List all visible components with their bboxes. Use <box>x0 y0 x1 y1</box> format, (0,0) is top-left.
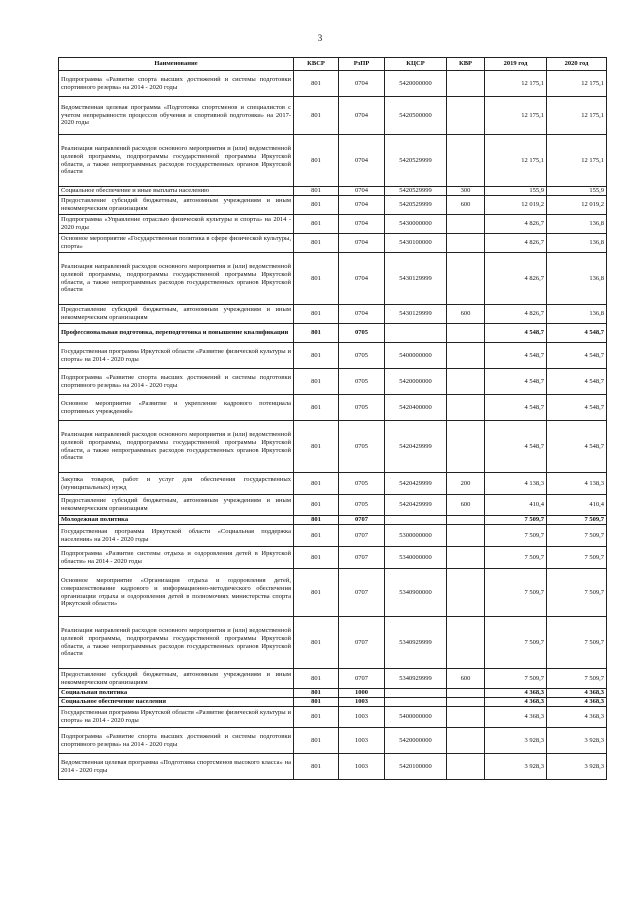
cell-2019: 12 175,1 <box>485 135 547 187</box>
table-row <box>59 495 607 516</box>
cell-kvr <box>447 395 485 421</box>
column-header-kvr: КВР <box>447 58 485 71</box>
cell-name: Реализация направлений расходов основного мероприятия и (или) ведомственной целевой программы, подпрограммы государственной программы Иркутской области, а также непрограммных расходов государственных органов Иркутской области <box>59 135 294 187</box>
cell-2019: 7 509,7 <box>485 525 547 547</box>
cell-kcsr: 5420529999 <box>385 196 447 215</box>
cell-kcsr: 5300000000 <box>385 525 447 547</box>
cell-2019: 4 826,7 <box>485 234 547 253</box>
column-header-2019: 2019 год <box>485 58 547 71</box>
cell-name: Подпрограмма «Развитие спорта высших достижений и системы подготовки спортивного резерва» на 2014 - 2020 годы <box>59 369 294 395</box>
cell-rzpr: 0705 <box>339 421 385 473</box>
cell-2019: 4 548,7 <box>485 343 547 369</box>
table-row <box>59 324 607 343</box>
cell-kvsr: 801 <box>294 324 339 343</box>
cell-name: Реализация направлений расходов основного мероприятия и (или) ведомственной целевой программы, подпрограммы государственной программы Иркутской области, а также непрограммных расходов государственных органов Иркутской области <box>59 617 294 669</box>
cell-kcsr: 5420429999 <box>385 421 447 473</box>
cell-rzpr: 0705 <box>339 343 385 369</box>
cell-rzpr: 0707 <box>339 516 385 525</box>
table-row <box>59 305 607 324</box>
cell-kcsr: 5340929999 <box>385 669 447 689</box>
cell-kcsr: 5340900000 <box>385 569 447 617</box>
cell-kvsr: 801 <box>294 516 339 525</box>
cell-kvr: 200 <box>447 473 485 495</box>
cell-name: Подпрограмма «Развитие системы отдыха и оздоровления детей в Иркутской области» на 2014 - 2020 годы <box>59 547 294 569</box>
cell-kvsr: 801 <box>294 343 339 369</box>
cell-name: Предоставление субсидий бюджетным, автономным учреждениям и иным некоммерческим организациям <box>59 196 294 215</box>
cell-rzpr: 0705 <box>339 473 385 495</box>
table-row <box>59 473 607 495</box>
cell-rzpr: 0705 <box>339 369 385 395</box>
cell-2020: 7 509,7 <box>547 525 607 547</box>
cell-kvsr: 801 <box>294 196 339 215</box>
cell-2020: 4 368,3 <box>547 707 607 728</box>
column-header-kcsr: КЦСР <box>385 58 447 71</box>
column-header-2020: 2020 год <box>547 58 607 71</box>
cell-name: Подпрограмма «Управление отраслью физической культуры и спорта» на 2014 - 2020 годы <box>59 215 294 234</box>
cell-2019: 4 548,7 <box>485 395 547 421</box>
cell-kvsr: 801 <box>294 305 339 324</box>
cell-2020: 4 548,7 <box>547 369 607 395</box>
cell-2019: 4 826,7 <box>485 305 547 324</box>
cell-kvr <box>447 569 485 617</box>
column-header-name: Наименование <box>59 58 294 71</box>
table-row <box>59 215 607 234</box>
cell-kcsr: 5420400000 <box>385 395 447 421</box>
table-row <box>59 187 607 196</box>
cell-rzpr: 0704 <box>339 196 385 215</box>
cell-name: Социальное обеспечение населения <box>59 698 294 707</box>
cell-2020: 136,8 <box>547 253 607 305</box>
cell-2020: 4 138,3 <box>547 473 607 495</box>
cell-kvr <box>447 421 485 473</box>
table-row <box>59 343 607 369</box>
cell-2019: 12 019,2 <box>485 196 547 215</box>
cell-2020: 136,8 <box>547 215 607 234</box>
cell-kvsr: 801 <box>294 698 339 707</box>
cell-kvsr: 801 <box>294 495 339 516</box>
cell-2019: 7 509,7 <box>485 569 547 617</box>
cell-kvr <box>447 707 485 728</box>
table-row <box>59 516 607 525</box>
table-row <box>59 569 607 617</box>
table-row <box>59 728 607 754</box>
cell-kvr <box>447 728 485 754</box>
cell-kcsr: 5420529999 <box>385 135 447 187</box>
cell-2019: 7 509,7 <box>485 669 547 689</box>
table-row <box>59 669 607 689</box>
cell-rzpr: 1003 <box>339 754 385 780</box>
cell-kvsr: 801 <box>294 689 339 698</box>
cell-kcsr: 5400000000 <box>385 343 447 369</box>
cell-kvr <box>447 698 485 707</box>
cell-kvr: 600 <box>447 305 485 324</box>
cell-kcsr: 5420000000 <box>385 728 447 754</box>
table-row <box>59 525 607 547</box>
cell-kvsr: 801 <box>294 234 339 253</box>
cell-2019: 4 826,7 <box>485 253 547 305</box>
table-row <box>59 707 607 728</box>
cell-2019: 4 138,3 <box>485 473 547 495</box>
cell-2020: 7 509,7 <box>547 516 607 525</box>
cell-2020: 136,8 <box>547 234 607 253</box>
cell-name: Профессиональная подготовка, переподготовка и повышение квалификации <box>59 324 294 343</box>
cell-kvr <box>447 525 485 547</box>
cell-kcsr <box>385 698 447 707</box>
cell-2019: 4 368,3 <box>485 698 547 707</box>
cell-2020: 7 509,7 <box>547 569 607 617</box>
cell-2019: 410,4 <box>485 495 547 516</box>
cell-2019: 4 548,7 <box>485 324 547 343</box>
table-row <box>59 689 607 698</box>
cell-2019: 12 175,1 <box>485 97 547 135</box>
cell-kvsr: 801 <box>294 253 339 305</box>
cell-kcsr: 5420429999 <box>385 473 447 495</box>
cell-name: Молодежная политика <box>59 516 294 525</box>
cell-kvr: 600 <box>447 495 485 516</box>
cell-kcsr: 5430000000 <box>385 215 447 234</box>
cell-kcsr: 5420529999 <box>385 187 447 196</box>
table-row <box>59 421 607 473</box>
cell-2020: 136,8 <box>547 305 607 324</box>
cell-kvr: 300 <box>447 187 485 196</box>
cell-kcsr: 5430129999 <box>385 253 447 305</box>
cell-2020: 4 548,7 <box>547 421 607 473</box>
cell-name: Социальное обеспечение и иные выплаты населению <box>59 187 294 196</box>
cell-kvsr: 801 <box>294 525 339 547</box>
cell-name: Государственная программа Иркутской области «Развитие физической культуры и спорта» на 2014 - 2020 годы <box>59 343 294 369</box>
cell-kvr <box>447 516 485 525</box>
cell-2019: 7 509,7 <box>485 547 547 569</box>
cell-rzpr: 0707 <box>339 569 385 617</box>
cell-rzpr: 1003 <box>339 698 385 707</box>
cell-kvr <box>447 689 485 698</box>
cell-kvr <box>447 324 485 343</box>
cell-2019: 3 928,3 <box>485 754 547 780</box>
cell-kcsr: 5400000000 <box>385 707 447 728</box>
cell-2019: 4 548,7 <box>485 369 547 395</box>
cell-rzpr: 0704 <box>339 187 385 196</box>
cell-kvr <box>447 234 485 253</box>
cell-rzpr: 0707 <box>339 525 385 547</box>
cell-rzpr: 0707 <box>339 547 385 569</box>
cell-kvsr: 801 <box>294 569 339 617</box>
budget-table <box>58 57 607 780</box>
cell-2020: 12 175,1 <box>547 135 607 187</box>
cell-name: Основное мероприятие «Организация отдыха и оздоровления детей, совершенствование кадрового и информационно-методического обеспечения организации отдыха и оздоровления детей в полномочиях министерства спорта Иркутской области» <box>59 569 294 617</box>
cell-2020: 4 548,7 <box>547 343 607 369</box>
cell-kvr <box>447 617 485 669</box>
table-row <box>59 369 607 395</box>
cell-kvsr: 801 <box>294 754 339 780</box>
cell-rzpr: 1003 <box>339 728 385 754</box>
cell-name: Основное мероприятие «Развитие и укрепление кадрового потенциала спортивных учреждений» <box>59 395 294 421</box>
cell-2020: 4 368,3 <box>547 689 607 698</box>
cell-2019: 3 928,3 <box>485 728 547 754</box>
cell-2020: 410,4 <box>547 495 607 516</box>
cell-2019: 4 826,7 <box>485 215 547 234</box>
cell-kcsr: 5430100000 <box>385 234 447 253</box>
cell-name: Предоставление субсидий бюджетным, автономным учреждениям и иным некоммерческим организациям <box>59 305 294 324</box>
cell-kvr <box>447 369 485 395</box>
cell-kvsr: 801 <box>294 421 339 473</box>
cell-2020: 3 928,3 <box>547 754 607 780</box>
cell-2020: 12 175,1 <box>547 71 607 97</box>
table-row <box>59 234 607 253</box>
cell-rzpr: 0704 <box>339 253 385 305</box>
cell-name: Социальная политика <box>59 689 294 698</box>
cell-rzpr: 0704 <box>339 215 385 234</box>
cell-kvsr: 801 <box>294 71 339 97</box>
cell-rzpr: 0704 <box>339 305 385 324</box>
cell-2020: 155,9 <box>547 187 607 196</box>
cell-2019: 7 509,7 <box>485 516 547 525</box>
cell-rzpr: 0705 <box>339 495 385 516</box>
cell-rzpr: 0707 <box>339 669 385 689</box>
cell-kcsr: 5420100000 <box>385 754 447 780</box>
cell-rzpr: 0704 <box>339 135 385 187</box>
cell-kcsr: 5340929999 <box>385 617 447 669</box>
cell-kvr: 600 <box>447 669 485 689</box>
cell-rzpr: 0705 <box>339 324 385 343</box>
cell-2019: 4 548,7 <box>485 421 547 473</box>
cell-kvr <box>447 547 485 569</box>
cell-kvr <box>447 253 485 305</box>
cell-kcsr <box>385 324 447 343</box>
cell-2020: 7 509,7 <box>547 547 607 569</box>
cell-kvsr: 801 <box>294 135 339 187</box>
table-row <box>59 547 607 569</box>
column-header-rzpr: РзПР <box>339 58 385 71</box>
cell-kvsr: 801 <box>294 187 339 196</box>
cell-name: Реализация направлений расходов основного мероприятия и (или) ведомственной целевой программы, подпрограммы государственной программы Иркутской области, а также непрограммных расходов государственных органов Иркутской области <box>59 421 294 473</box>
cell-name: Государственная программа Иркутской области «Социальная поддержка населения» на 2014 - 2020 годы <box>59 525 294 547</box>
cell-rzpr: 0707 <box>339 617 385 669</box>
cell-name: Предоставление субсидий бюджетным, автономным учреждениям и иным некоммерческим организациям <box>59 495 294 516</box>
cell-kvsr: 801 <box>294 547 339 569</box>
cell-kcsr: 5420500000 <box>385 97 447 135</box>
cell-2020: 7 509,7 <box>547 669 607 689</box>
cell-name: Государственная программа Иркутской области «Развитие физической культуры и спорта» на 2014 - 2020 годы <box>59 707 294 728</box>
cell-kvsr: 801 <box>294 617 339 669</box>
cell-kcsr: 5340000000 <box>385 547 447 569</box>
cell-name: Предоставление субсидий бюджетным, автономным учреждениям и иным некоммерческим организациям <box>59 669 294 689</box>
cell-kvsr: 801 <box>294 97 339 135</box>
cell-kvsr: 801 <box>294 707 339 728</box>
cell-name: Подпрограмма «Развитие спорта высших достижений и системы подготовки спортивного резерва» на 2014 - 2020 годы <box>59 71 294 97</box>
table-row <box>59 754 607 780</box>
cell-rzpr: 0705 <box>339 395 385 421</box>
cell-kvr <box>447 97 485 135</box>
cell-2019: 12 175,1 <box>485 71 547 97</box>
table-row <box>59 698 607 707</box>
table-row <box>59 97 607 135</box>
cell-kvr <box>447 71 485 97</box>
column-header-kvsr: КВСР <box>294 58 339 71</box>
cell-name: Основное мероприятие «Государственная политика в сфере физической культуры, спорта» <box>59 234 294 253</box>
cell-2019: 155,9 <box>485 187 547 196</box>
cell-rzpr: 1000 <box>339 689 385 698</box>
cell-2020: 3 928,3 <box>547 728 607 754</box>
cell-kcsr: 5420000000 <box>385 369 447 395</box>
cell-kvsr: 801 <box>294 395 339 421</box>
cell-name: Ведомственная целевая программа «Подготовка спортсменов и специалистов с учетом непрерывности процессов обучения и спортивной подготовки» на 2017-2020 годы <box>59 97 294 135</box>
cell-kvsr: 801 <box>294 369 339 395</box>
cell-kcsr: 5430129999 <box>385 305 447 324</box>
cell-rzpr: 0704 <box>339 234 385 253</box>
cell-kvsr: 801 <box>294 473 339 495</box>
table-row <box>59 617 607 669</box>
cell-kcsr: 5420000000 <box>385 71 447 97</box>
cell-kvr <box>447 343 485 369</box>
cell-name: Ведомственная целевая программа «Подготовка спортсменов высокого класса» на 2014 - 2020 годы <box>59 754 294 780</box>
cell-kvr: 600 <box>447 196 485 215</box>
cell-rzpr: 1003 <box>339 707 385 728</box>
cell-2020: 4 548,7 <box>547 324 607 343</box>
cell-name: Реализация направлений расходов основного мероприятия и (или) ведомственной целевой программы, подпрограммы государственной программы Иркутской области, а также непрограммных расходов государственных органов Иркутской области <box>59 253 294 305</box>
cell-kvr <box>447 215 485 234</box>
table-row <box>59 395 607 421</box>
cell-kvr <box>447 754 485 780</box>
cell-2020: 4 368,3 <box>547 698 607 707</box>
cell-2019: 4 368,3 <box>485 689 547 698</box>
cell-name: Закупка товаров, работ и услуг для обеспечения государственных (муниципальных) нужд <box>59 473 294 495</box>
table-row <box>59 135 607 187</box>
cell-2020: 12 175,1 <box>547 97 607 135</box>
cell-2019: 4 368,3 <box>485 707 547 728</box>
cell-kvsr: 801 <box>294 728 339 754</box>
cell-name: Подпрограмма «Развитие спорта высших достижений и системы подготовки спортивного резерва» на 2014 - 2020 годы <box>59 728 294 754</box>
cell-2020: 7 509,7 <box>547 617 607 669</box>
cell-kvr <box>447 135 485 187</box>
cell-kcsr <box>385 689 447 698</box>
table-row <box>59 196 607 215</box>
cell-kvsr: 801 <box>294 215 339 234</box>
cell-2019: 7 509,7 <box>485 617 547 669</box>
page-number: 3 <box>317 33 323 43</box>
cell-kvsr: 801 <box>294 669 339 689</box>
table-row <box>59 71 607 97</box>
cell-rzpr: 0704 <box>339 97 385 135</box>
cell-2020: 4 548,7 <box>547 395 607 421</box>
cell-rzpr: 0704 <box>339 71 385 97</box>
table-header-row <box>59 58 607 71</box>
table-row <box>59 253 607 305</box>
table-body <box>59 71 607 780</box>
cell-2020: 12 019,2 <box>547 196 607 215</box>
cell-kcsr <box>385 516 447 525</box>
cell-kcsr: 5420429999 <box>385 495 447 516</box>
